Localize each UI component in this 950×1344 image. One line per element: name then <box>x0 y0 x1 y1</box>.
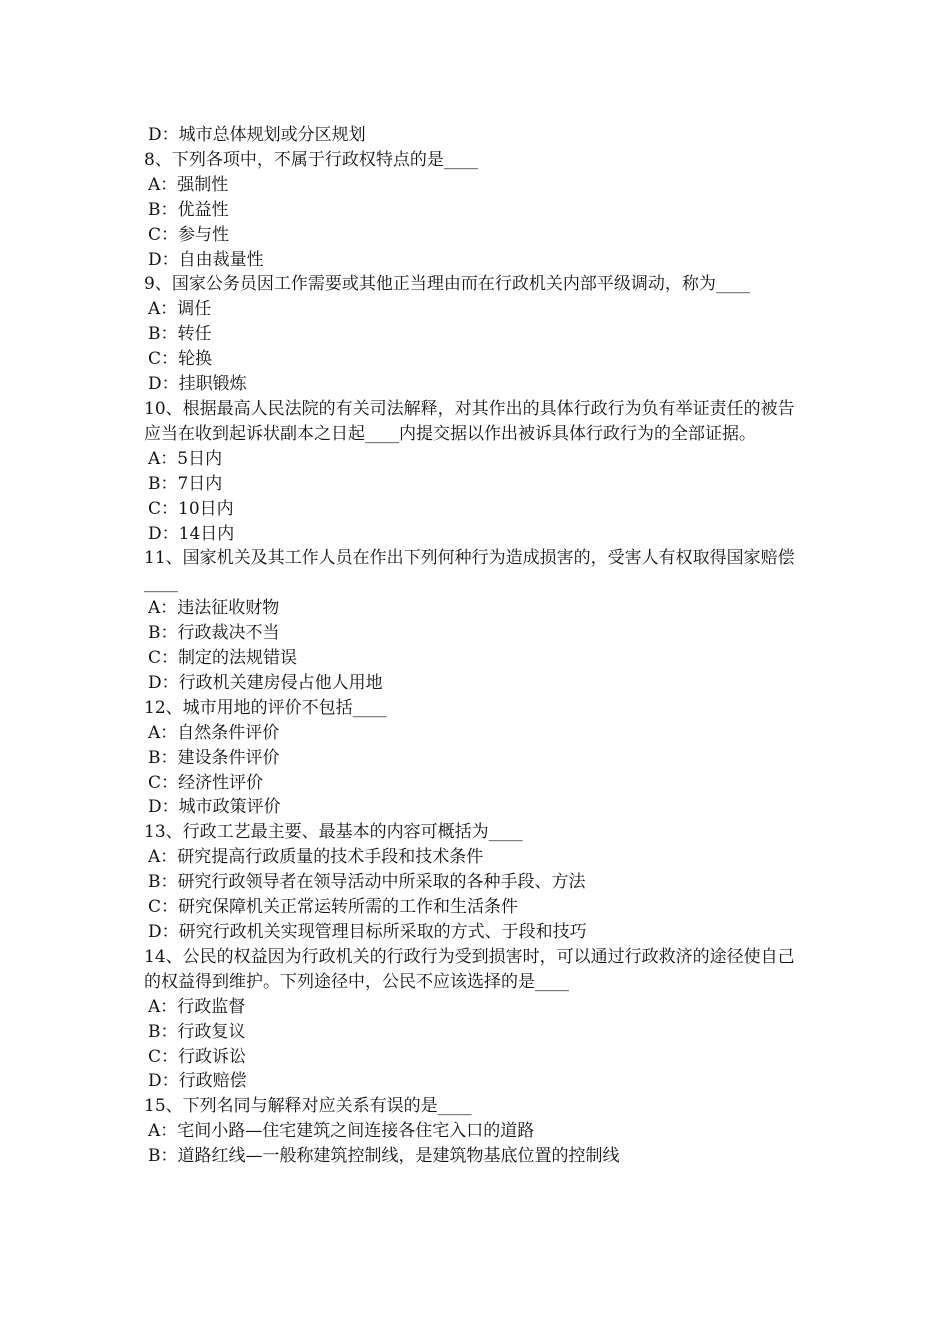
option-8-d: D：自由裁量性 <box>148 249 264 270</box>
question-13: 13、行政工艺最主要、最基本的内容可概括为____ <box>144 822 523 843</box>
option-12-d: D：城市政策评价 <box>148 797 281 818</box>
option-8-a: A：强制性 <box>148 174 229 195</box>
question-12: 12、城市用地的评价不包括____ <box>144 697 387 718</box>
option-13-c: C：研究保障机关正常运转所需的工作和生活条件 <box>148 897 519 918</box>
option-11-a: A：违法征收财物 <box>148 598 280 619</box>
question-14: 14、公民的权益因为行政机关的行政行为受到损害时，可以通过行政救济的途径使自己的权益得到维护。下列途径中，公民不应该选择的是____ <box>144 946 795 992</box>
option-9-d: D：挂职锻炼 <box>148 374 247 395</box>
question-9: 9、国家公务员因工作需要或其他正当理由而在行政机关内部平级调动，称为____ <box>144 274 750 295</box>
question-15: 15、下列名同与解释对应关系有误的是____ <box>144 1096 472 1117</box>
option-11-c: C：制定的法规错误 <box>148 648 298 669</box>
option-10-c: C：10日内 <box>148 498 234 519</box>
option-14-c: C：行政诉讼 <box>148 1046 247 1067</box>
option-9-b: B：转任 <box>148 324 212 345</box>
option-13-d: D：研究行政机关实现管理目标所采取的方式、于段和技巧 <box>148 922 587 942</box>
option-10-d: D：14日内 <box>148 523 235 544</box>
option-14-b: B：行政复议 <box>148 1021 246 1042</box>
option-8-c: C：参与性 <box>148 224 230 245</box>
option-13-b: B：研究行政领导者在领导活动中所采取的各种手段、方法 <box>148 872 586 893</box>
option-10-b: B：7日内 <box>148 473 223 494</box>
option-9-c: C：轮换 <box>148 349 213 370</box>
option-9-a: A：调任 <box>148 299 212 320</box>
option-11-b: B：行政裁决不当 <box>148 623 280 644</box>
option-11-d: D：行政机关建房侵占他人用地 <box>148 672 383 693</box>
option-12-c: C：经济性评价 <box>148 772 264 793</box>
option-8-b: B：优益性 <box>148 199 229 220</box>
option-14-d: D：行政赔偿 <box>148 1071 247 1092</box>
option-12-a: A：自然条件评价 <box>148 722 280 743</box>
option-13-a: A：研究提高行政质量的技术手段和技术条件 <box>148 847 484 868</box>
option-12-b: B：建设条件评价 <box>148 747 280 768</box>
option-15-b: B：道路红线—一般称建筑控制线，是建筑物基底位置的控制线 <box>148 1146 620 1167</box>
document-page <box>144 123 810 1169</box>
option-14-a: A：行政监督 <box>148 996 246 1017</box>
option-15-a: A：宅间小路—住宅建筑之间连接各住宅入口的道路 <box>148 1121 535 1142</box>
option-10-a: A：5日内 <box>148 448 223 469</box>
question-8: 8、下列各项中，不属于行政权特点的是____ <box>144 149 478 170</box>
option-8-prev-d: D：城市总体规划或分区规划 <box>148 125 366 145</box>
question-10: 10、根据最高人民法院的有关司法解释，对其作出的具体行政行为负有举证责任的被告应当在收到起诉状副本之日起____内提交据以作出被诉具体行政行为的全部证据。 <box>144 398 795 444</box>
question-11: 11、国家机关及其工作人员在作出下列何种行为造成损害的，受害人有权取得国家赔偿____ <box>144 548 795 594</box>
